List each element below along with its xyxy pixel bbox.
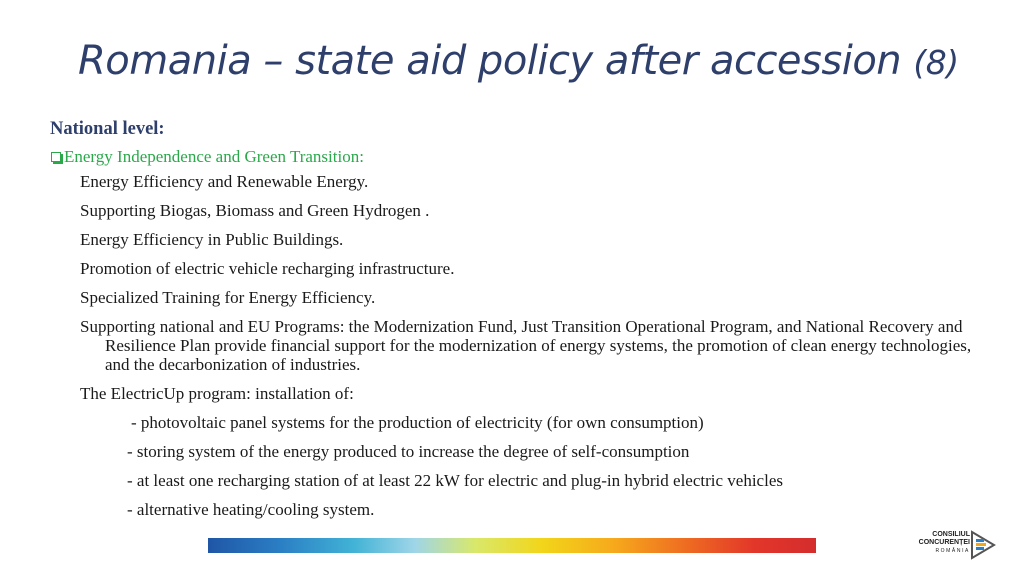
competition-council-logo [912, 528, 996, 564]
section-heading: National level: [50, 119, 165, 139]
slide-content [50, 116, 980, 519]
checkbox-bullet-icon [51, 152, 61, 162]
list-item: Energy Efficiency in Public Buildings. [80, 230, 344, 249]
sub-list-item: - at least one recharging station of at least 22 kW for electric and plug-in hybrid electric vehicles [127, 471, 783, 490]
decorative-color-bar [208, 538, 816, 553]
subsection-heading [50, 142, 980, 171]
list-item: Supporting national and EU Programs: the Modernization Fund, Just Transition Operational Program, and National Recovery and Resilience Plan provide financial support for the modernization of energy systems, the promotion of clean energy technologies, and the decarbonization of industries. [80, 317, 972, 374]
sub-list-item: - photovoltaic panel systems for the production of electricity (for own consumption) [131, 413, 704, 432]
list-item: Energy Efficiency and Renewable Energy. [80, 172, 369, 191]
list-item: Promotion of electric vehicle recharging infrastructure. [80, 259, 455, 278]
page-title-text: Romania – state aid policy after accession [78, 38, 914, 84]
list-item: Specialized Training for Energy Efficiency. [80, 288, 376, 307]
logo-line1: CONSILIUL [932, 531, 970, 538]
logo-line3: ROMÂNIA [935, 548, 970, 554]
logo-emblem-icon [970, 530, 996, 560]
list-item: The ElectricUp program: installation of: [80, 384, 354, 403]
subsection-label: Energy Independence and Green Transition: [64, 147, 364, 166]
sub-list-item: - alternative heating/cooling system. [127, 500, 375, 519]
page-number: (8) [913, 43, 959, 82]
logo-line2: CONCURENȚEI [918, 539, 970, 546]
list-item: Supporting Biogas, Biomass and Green Hydrogen . [80, 201, 430, 220]
logo-text [912, 531, 970, 555]
sub-list-item: - storing system of the energy produced to increase the degree of self-consumption [127, 442, 690, 461]
page-title [78, 38, 959, 84]
